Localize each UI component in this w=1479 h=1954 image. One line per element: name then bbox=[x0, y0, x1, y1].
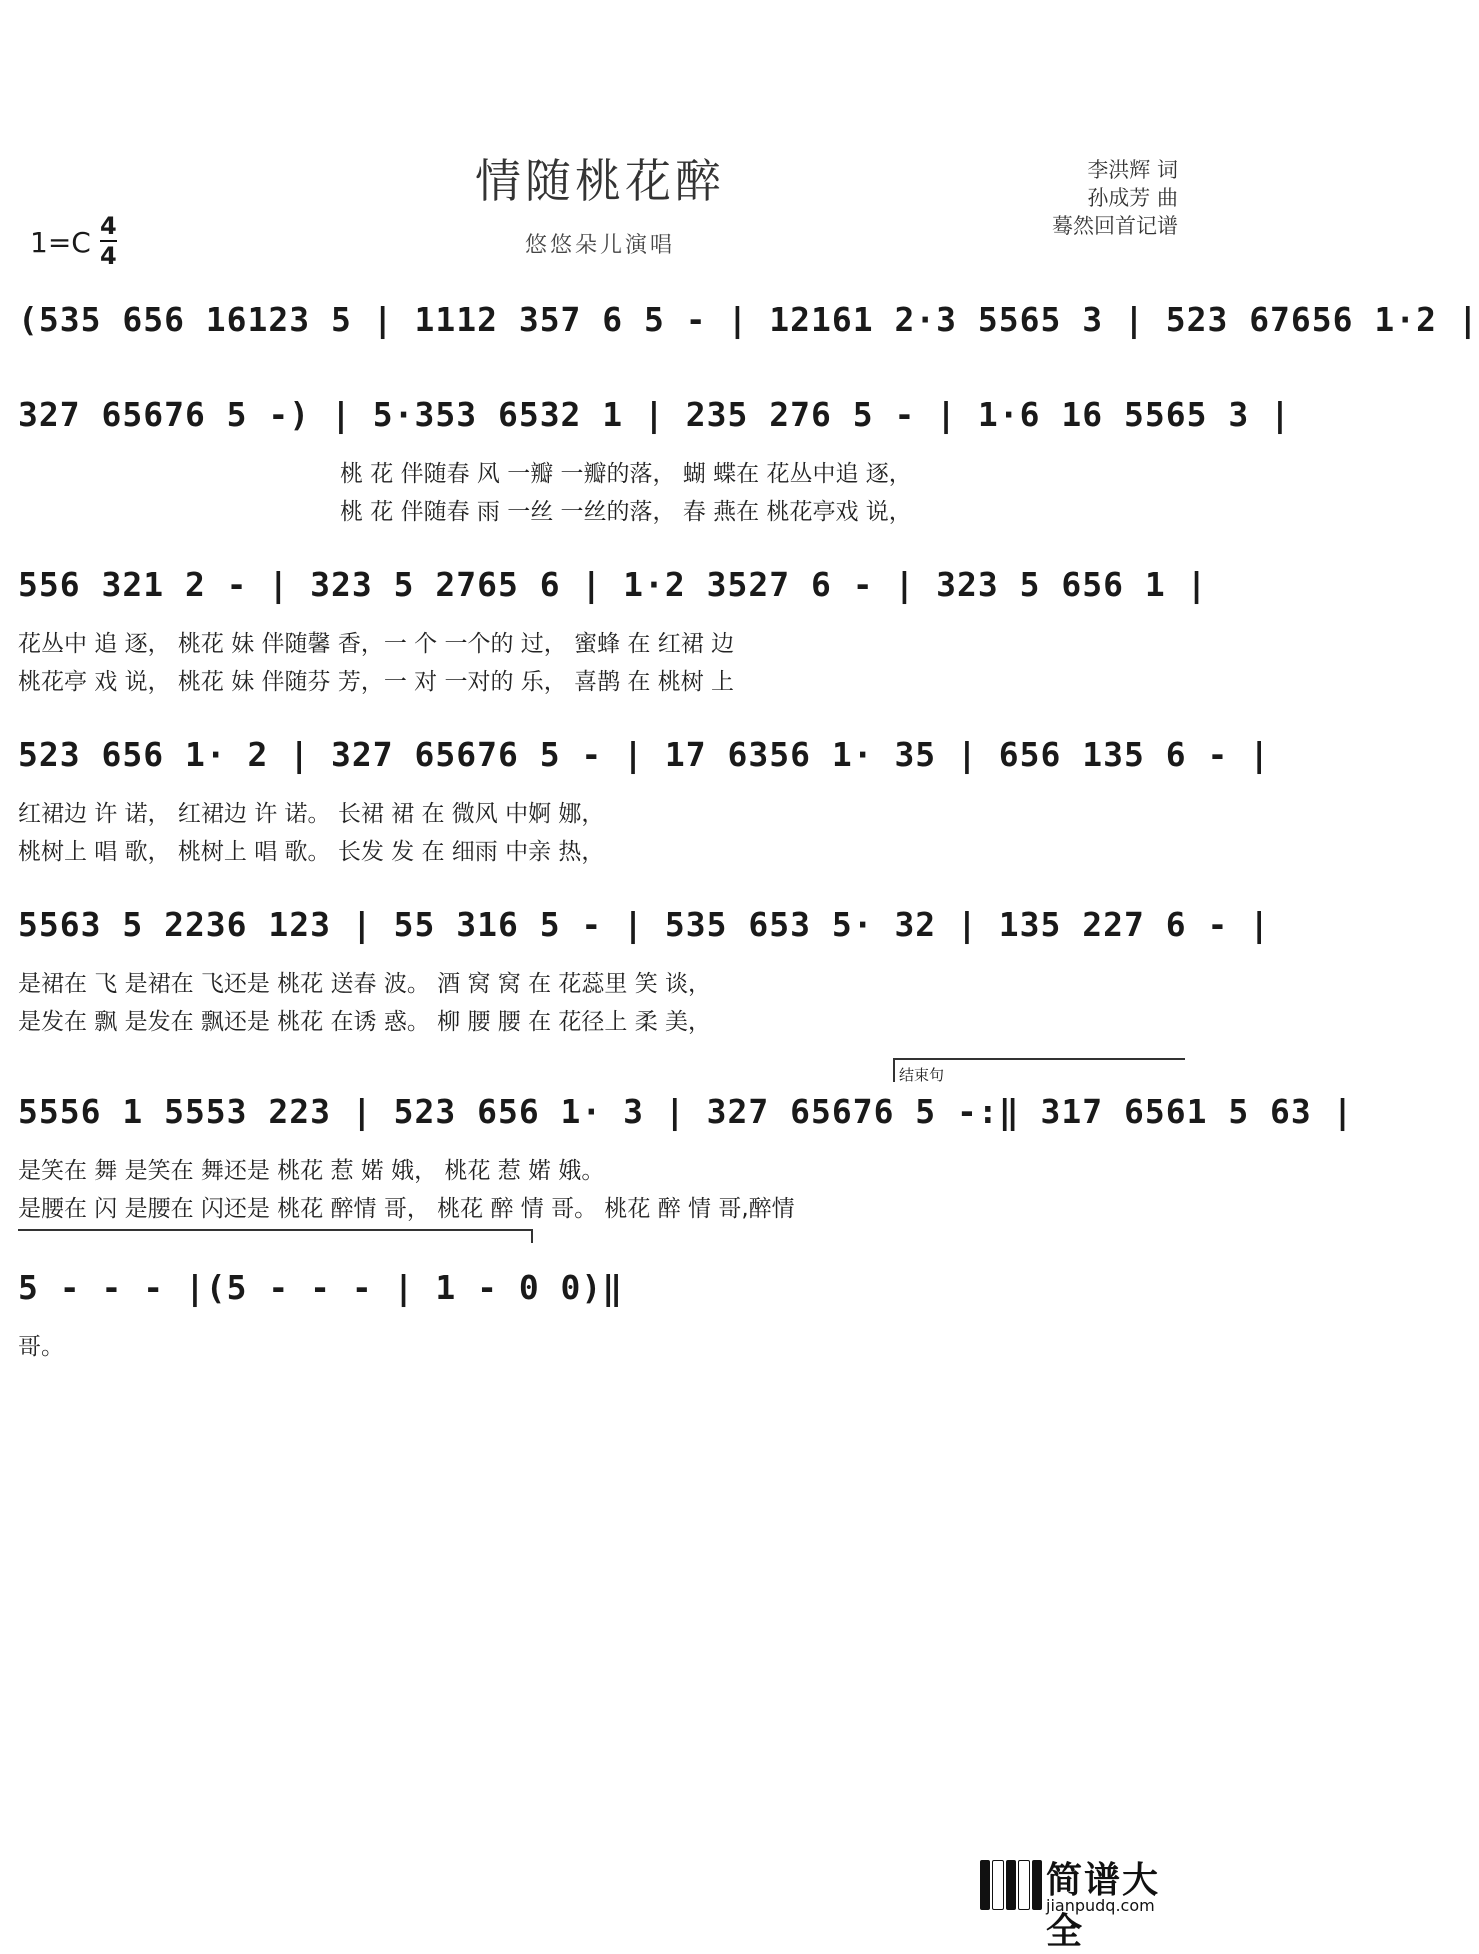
ending-label: 结束句 bbox=[899, 1066, 945, 1084]
performer-subtitle: 悠悠朵儿演唱 bbox=[524, 233, 675, 258]
lyric-verse-1: 是笑在 舞 是笑在 舞还是 桃花 惹 婼 娥， 桃花 惹 婼 娥。 bbox=[18, 1158, 605, 1184]
logo-name: 简谱大全 bbox=[1046, 1860, 1161, 1952]
lyric-verse-2: 是发在 飘 是发在 飘还是 桃花 在诱 惑。 柳 腰 腰 在 花径上 柔 美， bbox=[18, 1009, 712, 1035]
piano-keys-icon bbox=[980, 1860, 1042, 1910]
notation-line: 5 - - - |(5 - - - | 1 - 0 0)‖ bbox=[18, 1268, 624, 1307]
notation-line: 523 656 1· 2 | 327 65676 5 - | 17 6356 1· 35 | 656 135 6 - | bbox=[18, 735, 1271, 774]
logo-url: jianpudq.com bbox=[1046, 1896, 1155, 1915]
lyric-verse-1: 红裙边 许 诺， 红裙边 许 诺。 长裙 裙 在 微风 中婀 娜， bbox=[18, 801, 605, 827]
lyric-verse-2: 是腰在 闪 是腰在 闪还是 桃花 醉情 哥， 桃花 醉 情 哥。 桃花 醉 情 哥,醉情 bbox=[18, 1196, 795, 1222]
lyric-verse-1: 哥。 bbox=[18, 1334, 64, 1360]
transcriber-credit: 蓦然回首记谱 bbox=[1052, 214, 1178, 238]
notation-line: 556 321 2 - | 323 5 2765 6 | 1·2 3527 6 - | 323 5 656 1 | bbox=[18, 565, 1208, 604]
lyric-verse-2: 桃树上 唱 歌， 桃树上 唱 歌。 长发 发 在 细雨 中亲 热， bbox=[18, 839, 605, 865]
page-title: 情随桃花醉 bbox=[475, 154, 725, 208]
key-signature: 1=C bbox=[30, 226, 91, 259]
lyric-verse-2: 桃 花 伴随春 雨 一丝 一丝的落， 春 燕在 桃花亭戏 说， bbox=[340, 499, 912, 525]
volta-line bbox=[18, 1229, 533, 1231]
lyric-verse-1: 花丛中 追 逐， 桃花 妹 伴随馨 香，一 个 一个的 过， 蜜蜂 在 红裙 边 bbox=[18, 631, 735, 657]
notation-line: (535 656 16123 5 | 1112 357 6 5 - | 12161 2·3 5565 3 | 523 67656 1·2 | bbox=[18, 300, 1479, 339]
composer-credit: 孙成芳 曲 bbox=[1087, 186, 1178, 210]
lyricist-credit: 李洪辉 词 bbox=[1087, 158, 1178, 182]
site-logo bbox=[980, 1852, 1185, 1952]
lyric-verse-1: 桃 花 伴随春 风 一瓣 一瓣的落， 蝴 蝶在 花丛中追 逐， bbox=[340, 461, 912, 487]
time-signature-top: 4 bbox=[100, 212, 117, 240]
notation-line: 5556 1 5553 223 | 523 656 1· 3 | 327 65676 5 -:‖ 317 6561 5 63 | bbox=[18, 1092, 1354, 1131]
lyric-verse-2: 桃花亭 戏 说， 桃花 妹 伴随芬 芳，一 对 一对的 乐， 喜鹊 在 桃树 上 bbox=[18, 669, 735, 695]
volta-end bbox=[531, 1229, 533, 1243]
lyric-verse-1: 是裙在 飞 是裙在 飞还是 桃花 送春 波。 酒 窝 窝 在 花蕊里 笑 谈， bbox=[18, 971, 712, 997]
notation-line: 327 65676 5 -) | 5·353 6532 1 | 235 276 5 - | 1·6 16 5565 3 | bbox=[18, 395, 1291, 434]
notation-line: 5563 5 2236 123 | 55 316 5 - | 535 653 5· 32 | 135 227 6 - | bbox=[18, 905, 1271, 944]
ending-bracket bbox=[893, 1058, 1185, 1082]
time-signature-bottom: 4 bbox=[100, 242, 117, 270]
time-signature bbox=[100, 212, 117, 270]
